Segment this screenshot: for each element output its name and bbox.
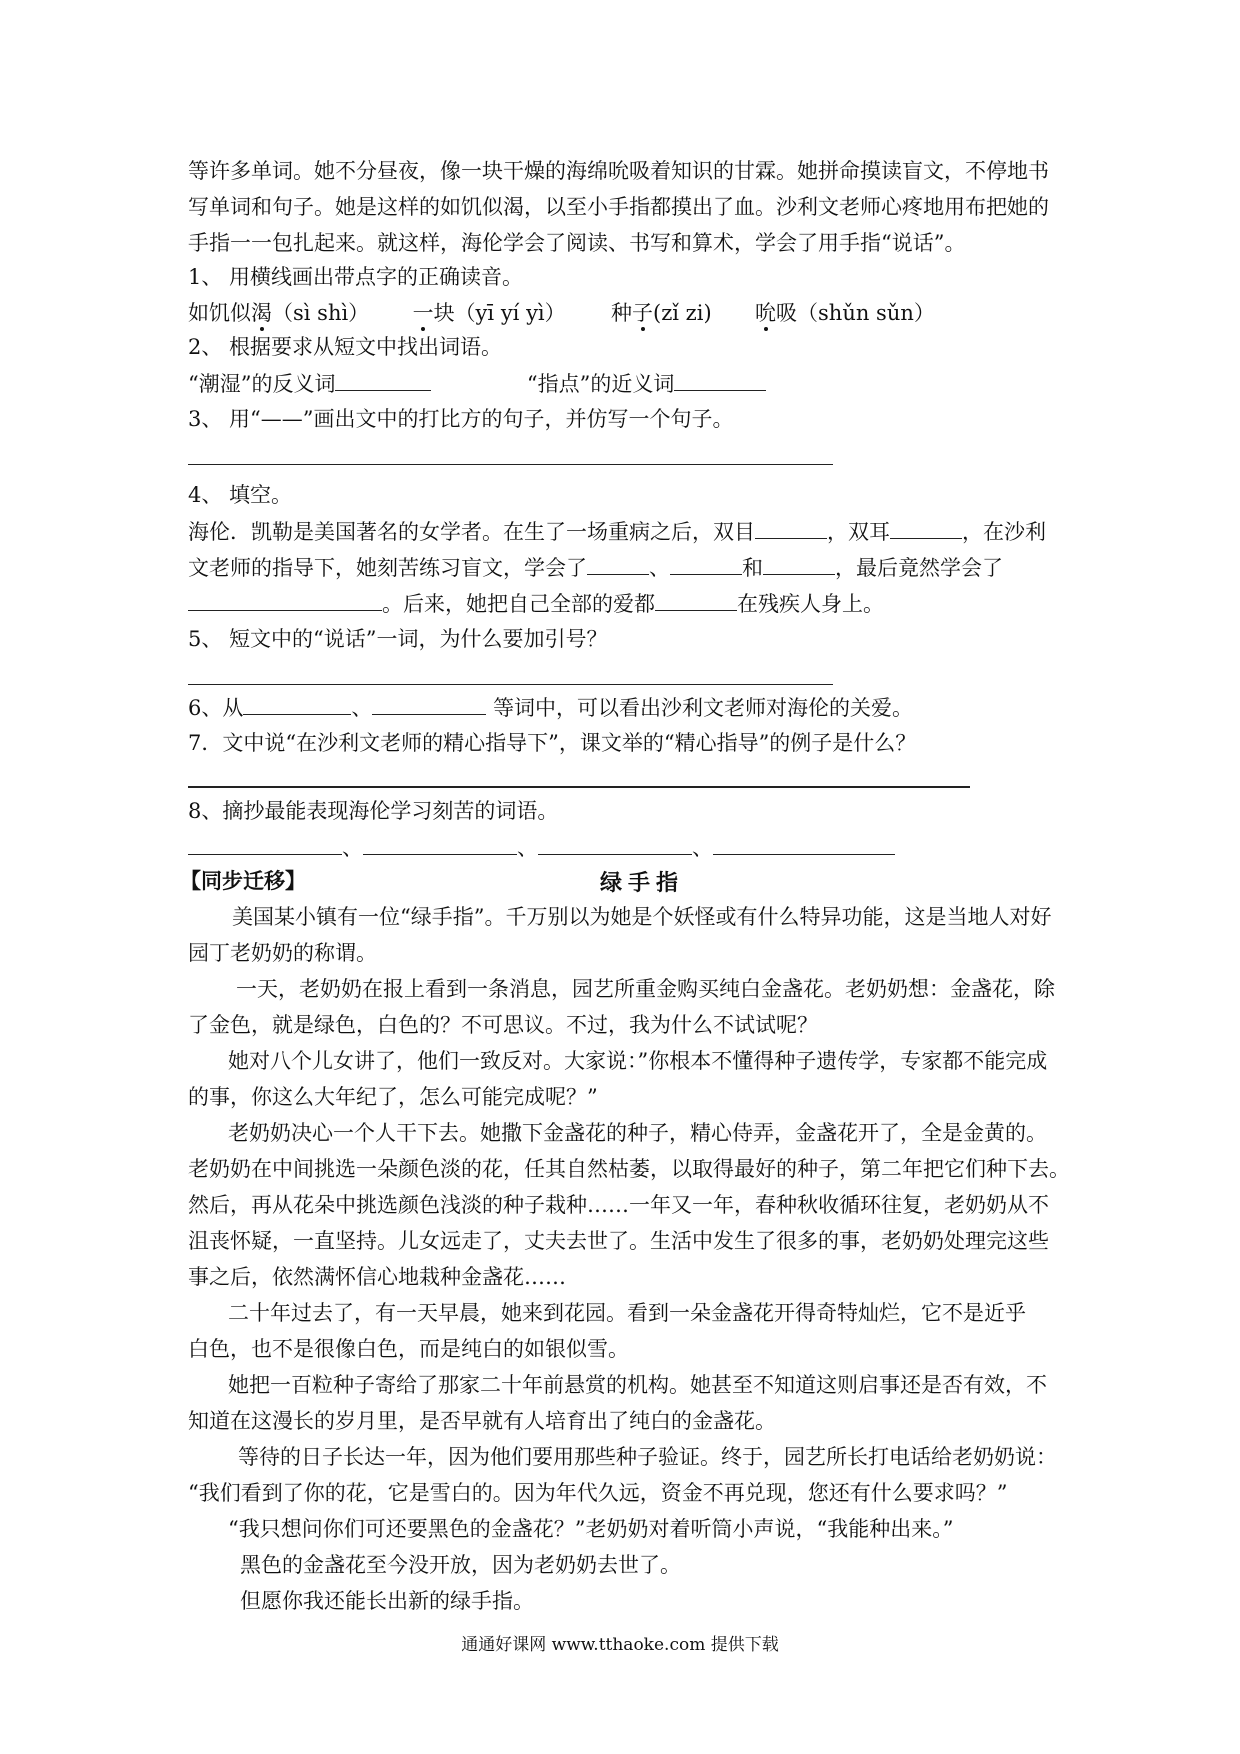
word-4: 吮吸 xyxy=(755,301,797,325)
answer-blank[interactable] xyxy=(363,832,517,855)
question-2-title: 2、 根据要求从短文中找出词语。 xyxy=(188,335,503,359)
answer-blank[interactable] xyxy=(243,692,351,715)
story-line: 的事，你这么大年纪了，怎么可能完成呢？” xyxy=(188,1085,598,1109)
answer-blank[interactable] xyxy=(713,832,895,855)
story-line: 等待的日子长达一年，因为他们要用那些种子验证。终于，园艺所长打电话给老奶奶说： xyxy=(238,1445,1057,1469)
answer-blank[interactable] xyxy=(763,552,835,575)
answer-blank[interactable] xyxy=(372,692,486,715)
question-4-line: 文老师的指导下，她刻苦练习盲文，学会了 、 和 ，最后竟然学会了 xyxy=(188,552,1003,583)
passage-line: 手指一一包扎起来。就这样，海伦学会了阅读、书写和算术，学会了用手指“说话”。 xyxy=(188,231,966,255)
story-line: 黑色的金盏花至今没开放，因为老奶奶去世了。 xyxy=(240,1553,681,1577)
answer-blank[interactable] xyxy=(670,552,742,575)
story-line: 一天，老奶奶在报上看到一条消息，园艺所重金购买纯白金盏花。老奶奶想：金盏花，除 xyxy=(236,977,1055,1001)
passage-line: 写单词和句子。她是这样的如饥似渴，以至小手指都摸出了血。沙利文老师心疼地用布把她的 xyxy=(188,195,1049,219)
story-line: 园丁老奶奶的称谓。 xyxy=(188,941,377,965)
answer-blank[interactable] xyxy=(188,588,382,611)
pinyin-2: （yī yí yì） xyxy=(454,301,566,325)
story-line: 了金色，就是绿色，白色的？不可思议。不过，我为什么不试试呢？ xyxy=(188,1013,818,1037)
answer-blank[interactable] xyxy=(755,516,827,539)
section-tag: 【同步迁移】 xyxy=(180,868,306,893)
answer-blank[interactable] xyxy=(538,832,692,855)
answer-blank[interactable] xyxy=(674,368,766,391)
story-line: “我们看到了你的花，它是雪白的。因为年代久远，资金不再兑现，您还有什么要求吗？” xyxy=(188,1481,1008,1505)
question-8-blanks: 、 、 、 xyxy=(188,832,895,863)
pinyin-1: （sì shì） xyxy=(272,301,370,325)
pinyin-4: （shǔn sǔn） xyxy=(797,301,935,325)
question-2-blanks xyxy=(188,368,766,399)
story-line: 她对八个儿女讲了，他们一致反对。大家说：”你根本不懂得种子遗传学，专家都不能完成 xyxy=(228,1049,1048,1073)
antonym-prompt: “潮湿”的反义词 xyxy=(188,372,336,396)
answer-blank[interactable] xyxy=(587,552,649,575)
question-1-title: 1、 用横线画出带点字的正确读音。 xyxy=(188,265,524,289)
story-line: 事之后，依然满怀信心地栽种金盏花…… xyxy=(188,1265,566,1289)
story-line: 老奶奶在中间挑选一朵颜色淡的花，任其自然枯萎，以取得最好的种子，第二年把它们种下去。 xyxy=(188,1157,1070,1181)
question-1-options xyxy=(188,298,935,328)
story-line: 老奶奶决心一个人干下去。她撒下金盏花的种子，精心侍弄，金盏花开了，全是金黄的。 xyxy=(228,1121,1047,1145)
answer-blank[interactable] xyxy=(655,588,737,611)
story-title: 绿手指 xyxy=(600,870,685,896)
word-2: 一块 xyxy=(413,301,455,325)
answer-line[interactable] xyxy=(188,786,970,788)
story-line: 然后，再从花朵中挑选颜色浅淡的种子栽种……一年又一年，春种秋收循环往复，老奶奶从不 xyxy=(188,1193,1049,1217)
synonym-prompt: “指点”的近义词 xyxy=(526,372,675,396)
answer-line[interactable] xyxy=(188,464,833,465)
story-line: 美国某小镇有一位“绿手指”。千万别以为她是个妖怪或有什么特异功能，这是当地人对好 xyxy=(232,905,1052,929)
story-line: 白色，也不是很像白色，而是纯白的如银似雪。 xyxy=(188,1337,629,1361)
story-line: 沮丧怀疑，一直坚持。儿女远走了，丈夫去世了。生活中发生了很多的事，老奶奶处理完这些 xyxy=(188,1229,1049,1253)
story-line: 知道在这漫长的岁月里，是否早就有人培育出了纯白的金盏花。 xyxy=(188,1409,776,1433)
page-footer: 通通好课网 www.tthaoke.com 提供下载 xyxy=(461,1635,779,1655)
question-6: 6、从 、 等词中，可以看出沙利文老师对海伦的关爱。 xyxy=(188,692,913,723)
answer-blank[interactable] xyxy=(890,516,962,539)
question-8-title: 8、摘抄最能表现海伦学习刻苦的词语。 xyxy=(188,799,559,823)
answer-blank[interactable] xyxy=(188,832,342,855)
question-4-line: 。后来，她把自己全部的爱都 在残疾人身上。 xyxy=(188,588,884,619)
question-5-title: 5、 短文中的“说话”一词，为什么要加引号？ xyxy=(188,627,608,651)
question-4-title: 4、 填空。 xyxy=(188,483,293,507)
word-3: 种子 xyxy=(611,301,653,325)
word-1: 如饥似渴 xyxy=(188,301,272,325)
passage-line: 等许多单词。她不分昼夜，像一块干燥的海绵吮吸着知识的甘霖。她拼命摸读盲文，不停地书 xyxy=(188,159,1049,183)
story-line: 但愿你我还能长出新的绿手指。 xyxy=(240,1589,534,1613)
question-7-title: 7．文中说“在沙利文老师的精心指导下”，课文举的“精心指导”的例子是什么？ xyxy=(188,731,917,755)
answer-line[interactable] xyxy=(188,684,833,685)
story-line: 二十年过去了，有一天早晨，她来到花园。看到一朵金盏花开得奇特灿烂，它不是近乎 xyxy=(228,1301,1026,1325)
story-line: “我只想问你们可还要黑色的金盏花？”老奶奶对着听筒小声说，“我能种出来。” xyxy=(228,1517,954,1541)
question-3-title: 3、 用“——”画出文中的打比方的句子，并仿写一个句子。 xyxy=(188,407,734,431)
pinyin-3: (zǐ zi) xyxy=(653,301,712,325)
story-line: 她把一百粒种子寄给了那家二十年前悬赏的机构。她甚至不知道这则启事还是否有效，不 xyxy=(228,1373,1047,1397)
answer-blank[interactable] xyxy=(335,368,431,391)
question-4-line: 海伦．凯勒是美国著名的女学者。在生了一场重病之后，双目 ，双耳 ，在沙利 xyxy=(188,516,1046,547)
